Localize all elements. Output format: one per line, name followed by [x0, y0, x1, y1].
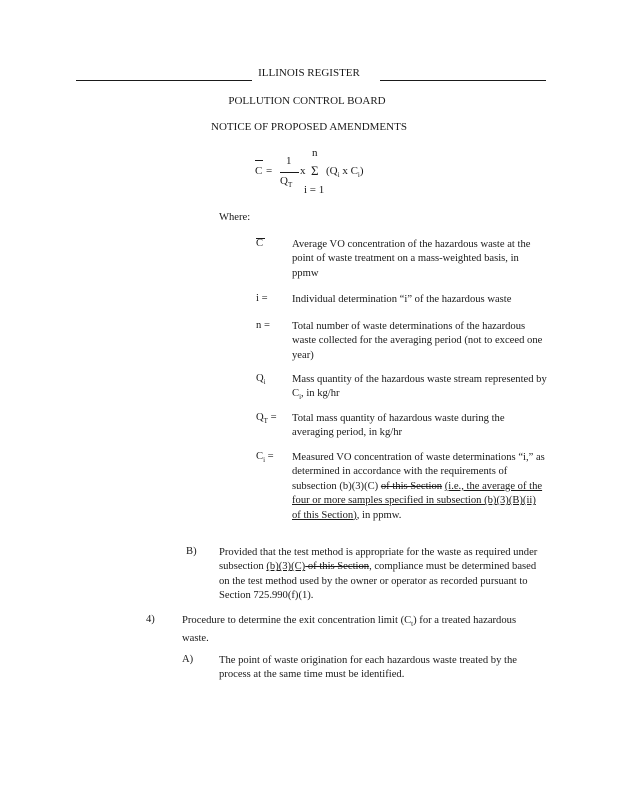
paragraph-text: Procedure to determine the exit concentration limit $(C_t)$ for a treated hazardous waste. — [182, 615, 517, 644]
definition-symbol: n = — [256, 320, 270, 331]
where-label: Where: — [219, 212, 251, 223]
formula-times: x — [300, 165, 306, 177]
definition-text: Total number of waste determinations of the hazardous waste collected for the averaging period (not to exceed one year) — [292, 321, 543, 361]
definition-symbol: i = — [256, 293, 268, 304]
paragraph-label: B) — [186, 546, 197, 557]
header-rule-right — [380, 80, 546, 81]
header-rule-left — [76, 80, 252, 81]
deleted-text: of this Section — [305, 561, 370, 573]
definition-text: Measured VO concentration of waste determinations “i,” as determined in accordance with the requirements of subsection (b)(3)(C) of this Section (i.e., the average of the four or more samples specified in subsection (b)(3)(B)(ii) of this Section), in ppmw. — [292, 452, 545, 521]
paragraph-label: 4) — [146, 614, 155, 625]
board-title: POLLUTION CONTROL BOARD — [228, 95, 386, 107]
definition-text: Average VO concentration of the hazardous waste at the point of waste treatment on a mass-weighted basis, in ppmw — [292, 239, 531, 279]
formula-lower: i = 1 — [304, 184, 325, 196]
formula-lhs-bar — [255, 160, 263, 161]
formula-fraction-bar — [280, 172, 299, 173]
definition-symbol: $C_i$ = — [256, 451, 274, 465]
deleted-text: of this Section — [380, 480, 443, 492]
formula-denominator: $Q_T$ — [280, 175, 293, 190]
paragraph-text: Provided that the test method is appropriate for the waste as required under subsection (b)(3)(C) of this Section, compliance must be determined based on the test method used by the owner or operator as recorded pursuant to Section 725.990(f)(1). — [219, 547, 538, 602]
definition-symbol: $Q_T$ = — [256, 412, 277, 426]
formula-numerator: 1 — [286, 155, 292, 167]
formula-equals: = — [266, 165, 273, 177]
inserted-text: (i.e., the average of the four or more samples specified in subsection (b)(3)(B)(ii) of this Section) — [292, 480, 543, 521]
formula-lhs: C — [255, 165, 263, 177]
definition-text: Mass quantity of the hazardous waste stream represented by $C_i$, in kg/hr — [292, 374, 547, 402]
notice-title: NOTICE OF PROPOSED AMENDMENTS — [211, 121, 407, 133]
paragraph-label: A) — [182, 654, 194, 665]
definition-symbol: C — [256, 238, 264, 249]
formula-sigma: Σ — [311, 163, 319, 178]
formula-upper: n — [312, 147, 318, 159]
definition-text: Individual determination “i” of the hazardous waste — [292, 294, 512, 305]
formula-term: ($Q_i$ x $C_i$) — [326, 165, 364, 180]
register-title: ILLINOIS REGISTER — [258, 67, 360, 79]
definition-text: Total mass quantity of hazardous waste during the averaging period, in kg/hr — [292, 413, 505, 439]
definition-symbol: $Q_i$ — [256, 373, 266, 387]
paragraph-text: The point of waste origination for each hazardous waste treated by the process at the same time must be identified. — [219, 655, 517, 681]
inserted-text: (b)(3)(C) — [266, 561, 306, 573]
